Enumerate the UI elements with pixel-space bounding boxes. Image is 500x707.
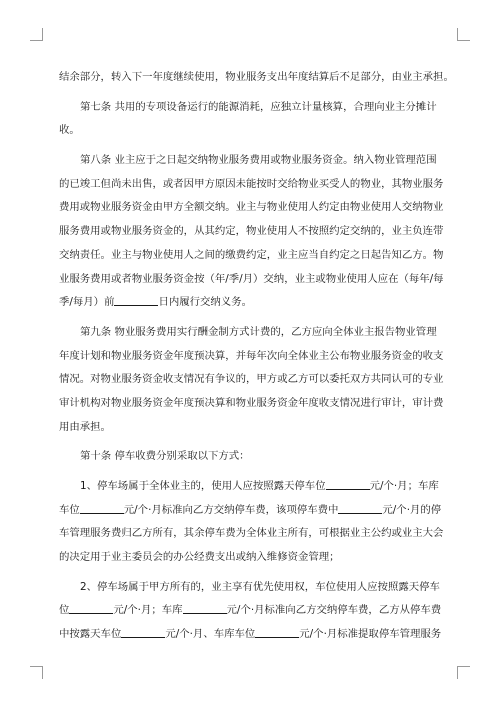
- text-segment: 元/个·月标准向乙方交纳停车费，该项停车费中: [123, 503, 339, 516]
- clause-10-item-2: [59, 576, 443, 647]
- text-line: 年度计划和物业服务资金年度预决算，并每年次向全体业主公布物业服务资金的收支: [59, 349, 444, 362]
- fill-in-blank[interactable]: [326, 479, 370, 490]
- text-segment: 元/个·月标准向乙方交纳停车费，乙方从停车费: [226, 604, 442, 617]
- text-line: 第七条 共用的专项设备运行的能源消耗，应独立计量核算，合理向业主分摊计: [80, 100, 437, 113]
- crop-mark-top-right: [457, 28, 470, 41]
- crop-mark-bottom-right: [457, 666, 470, 679]
- fill-in-blank[interactable]: [69, 603, 113, 614]
- fill-in-blank[interactable]: [338, 503, 382, 514]
- text-segment: 1、停车场属于全体业主的，使用人应按照露天停车位: [80, 480, 326, 492]
- text-segment: 元/个·月；车库: [113, 604, 183, 617]
- fill-in-blank[interactable]: [80, 503, 124, 514]
- clause-9: [59, 321, 443, 439]
- crop-mark-bottom-left: [30, 666, 43, 679]
- text-line: 费用或物业服务资金由甲方全额交纳。业主与物业使用人约定由物业使用人交纳物业: [59, 201, 444, 214]
- text-line: 2、停车场属于甲方所有的，业主享有优先使用权，车位使用人应按照露天停车: [80, 580, 440, 593]
- text-segment: 日内履行交纳义务。: [158, 296, 252, 309]
- fill-in-blank[interactable]: [114, 295, 158, 306]
- text-line: 收。: [59, 124, 80, 137]
- text-line: [59, 291, 443, 315]
- text-segment: 位: [59, 604, 70, 617]
- text-segment: 元/个·月、车库车位: [165, 628, 256, 641]
- fill-in-blank[interactable]: [121, 627, 165, 638]
- clause-8: [59, 149, 443, 315]
- text-line: [59, 475, 443, 499]
- text-line: 第十条 停车收费分别采取以下方式：: [80, 450, 250, 463]
- text-line: [59, 499, 443, 523]
- text-line: [59, 623, 443, 647]
- text-line: 审计机构对物业服务资金年度预决算和物业服务资金年度收支情况进行审计，审计费: [59, 396, 444, 409]
- text-line: 车管理服务费归乙方所有，其余停车费为全体业主所有，可根据业主公约或业主大会: [59, 527, 444, 540]
- text-line: 结余部分，转入下一年度继续使用，物业服务支出年度结算后不足部分，由业主承担。: [59, 71, 454, 83]
- fill-in-blank[interactable]: [255, 627, 299, 638]
- document-body: [59, 66, 454, 653]
- text-line: 第九条 物业服务费用实行酬金制方式计费的，乙方应向全体业主报告物业管理: [80, 325, 437, 338]
- text-line: 的决定用于业主委员会的办公经费支出或纳入维修资金管理；: [59, 551, 340, 564]
- text-line: 业服务费用或者物业服务资金按（年/季/月）交纳，业主或物业使用人应在（每年/每: [59, 272, 444, 285]
- text-line: [59, 599, 443, 623]
- text-segment: 车位: [59, 503, 80, 516]
- crop-mark-top-left: [30, 28, 43, 41]
- text-segment: 季/每月）前: [59, 296, 115, 309]
- text-line: 用由承担。: [59, 420, 111, 433]
- text-segment: 中按露天车位: [59, 628, 122, 641]
- text-line: 第八条 业主应于之日起交纳物业服务费用或物业服务资金。纳入物业管理范围: [80, 154, 437, 167]
- text-segment: 元/个·月；车库: [369, 480, 439, 492]
- text-line: 交纳责任。业主与物业使用人之间的缴费约定，业主应当自约定之日起告知乙方。物: [59, 248, 444, 261]
- paragraph-continuation: [59, 66, 454, 90]
- text-line: 情况。对物业服务资金收支情况有争议的，甲方或乙方可以委托双方共同认可的专业: [59, 373, 444, 386]
- text-segment: 元/个·月的停: [382, 503, 442, 516]
- clause-10-item-1: [59, 475, 443, 570]
- clause-7: [59, 96, 443, 143]
- text-line: 服务费用或物业服务资金的，从其约定，物业使用人不按照约定交纳的，业主负连带: [59, 225, 444, 238]
- clause-10: [59, 445, 443, 469]
- text-segment: 元/个·月标准提取停车管理服务: [299, 628, 442, 641]
- text-line: 的已竣工但尚未出售，或者因甲方原因未能按时交给物业买受人的物业，其物业服务: [59, 177, 444, 190]
- fill-in-blank[interactable]: [183, 603, 227, 614]
